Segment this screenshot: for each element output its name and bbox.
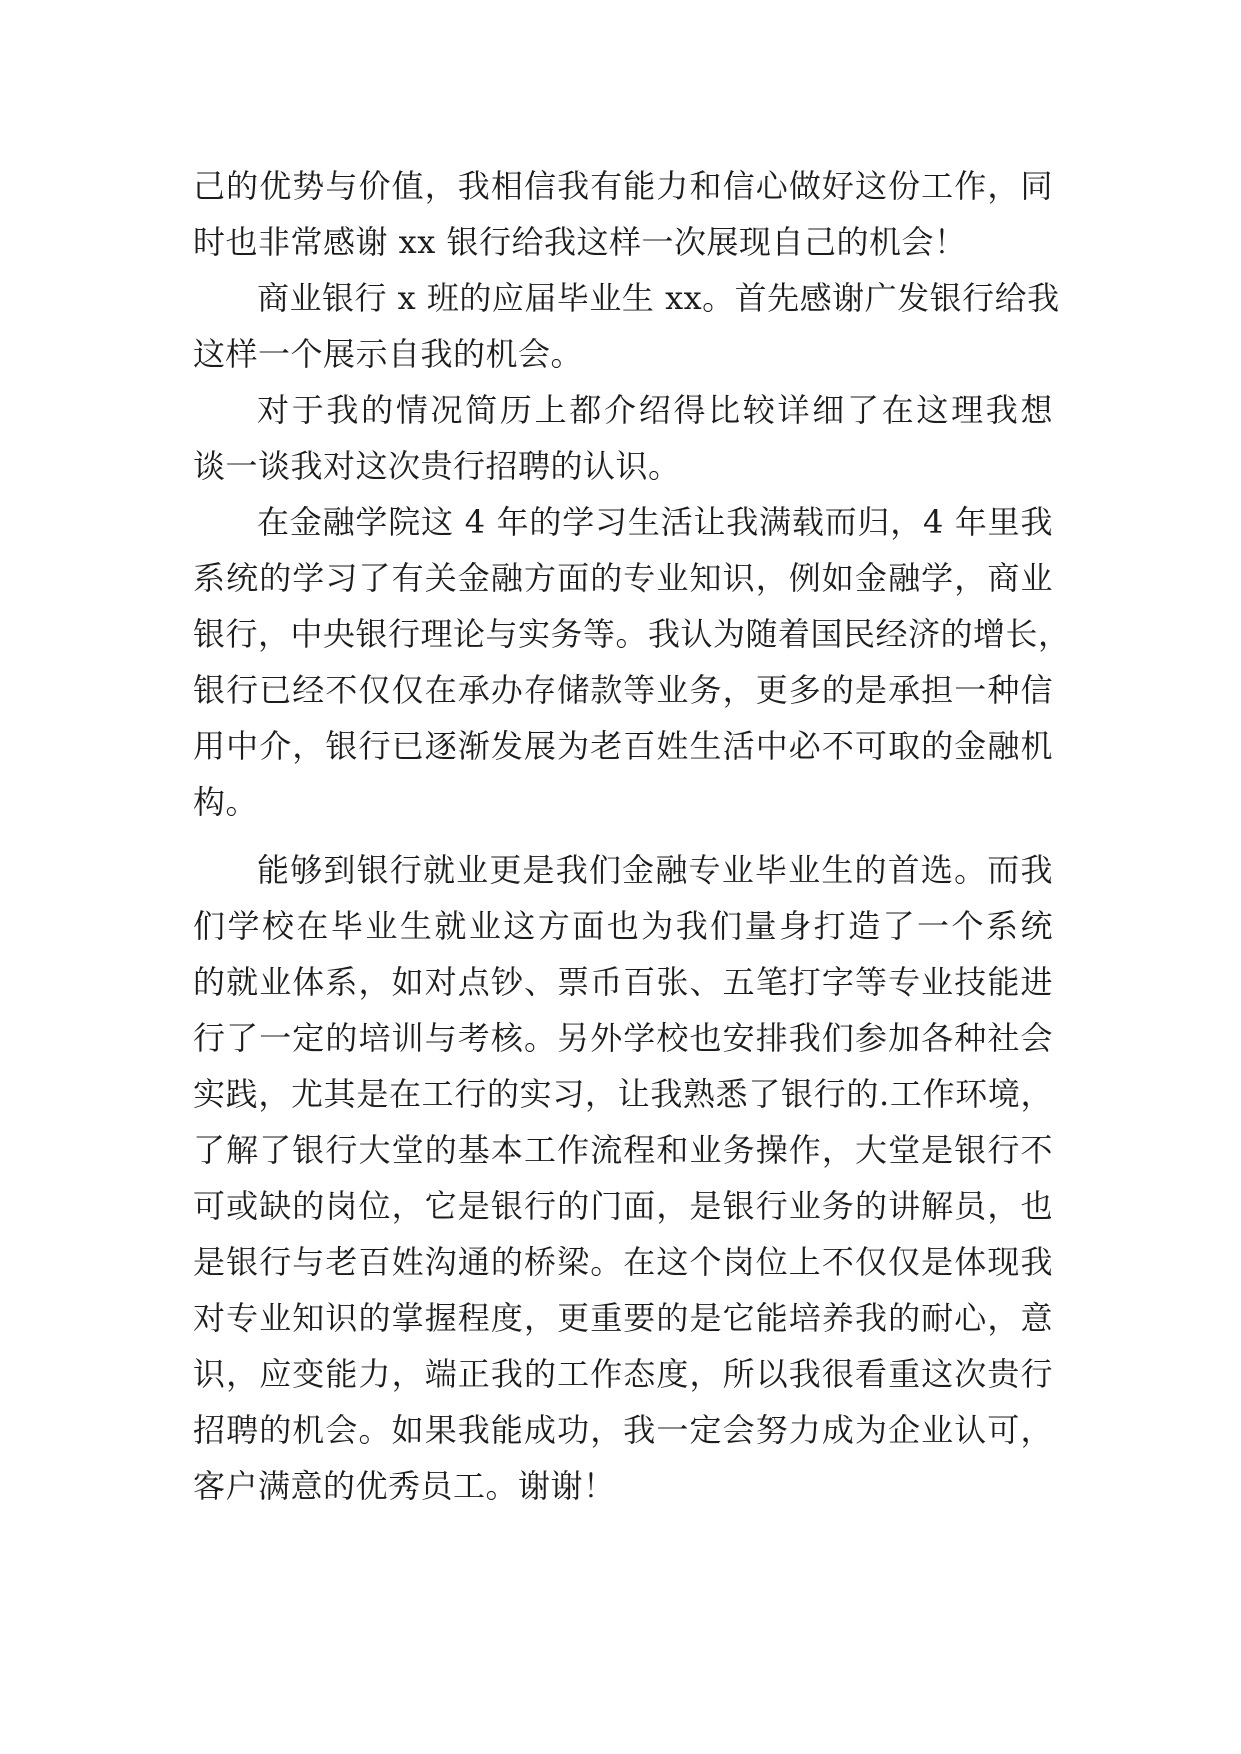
text-line: 了解了银行大堂的基本工作流程和业务操作，大堂是银行不 [193,1131,1053,1169]
text-line: 是银行与老百姓沟通的桥梁。在这个岗位上不仅仅是体现我 [193,1243,1053,1281]
text-line: 客户满意的优秀员工。谢谢！ [193,1467,616,1505]
text-line: 实践，尤其是在工行的实习，让我熟悉了银行的.工作环境， [193,1075,1053,1113]
paragraph-first-line: 商业银行 x 班的应届毕业生 xx。首先感谢广发银行给我 [257,279,1060,317]
paragraph-first-line: 在金融学院这 4 年的学习生活让我满载而归，4 年里我 [257,503,1053,541]
text-line: 银行，中央银行理论与实务等。我认为随着国民经济的增长， [193,615,1071,653]
text-line: 己的优势与价值，我相信我有能力和信心做好这份工作，同 [193,167,1053,205]
paragraph-first-line: 能够到银行就业更是我们金融专业毕业生的首选。而我 [257,851,1053,889]
text-line: 银行已经不仅仅在承办存储款等业务，更多的是承担一种信 [193,671,1053,709]
text-line: 系统的学习了有关金融方面的专业知识，例如金融学，商业 [193,559,1053,597]
text-line: 用中介，银行已逐渐发展为老百姓生活中必不可取的金融机 [193,727,1053,765]
text-line: 行了一定的培训与考核。另外学校也安排我们参加各种社会 [193,1019,1053,1057]
text-line: 构。 [193,783,259,821]
text-line: 这样一个展示自我的机会。 [193,335,584,373]
text-line: 招聘的机会。如果我能成功，我一定会努力成为企业认可， [193,1411,1053,1449]
text-line: 时也非常感谢 xx 银行给我这样一次展现自己的机会！ [193,223,967,261]
text-line: 谈一谈我对这次贵行招聘的认识。 [193,447,681,485]
text-line: 的就业体系，如对点钞、票币百张、五笔打字等专业技能进 [193,963,1053,1001]
paragraph-first-line: 对于我的情况简历上都介绍得比较详细了在这理我想 [257,391,1053,429]
text-line: 对专业知识的掌握程度，更重要的是它能培养我的耐心，意 [193,1299,1053,1337]
text-line: 们学校在毕业生就业这方面也为我们量身打造了一个系统 [193,907,1053,945]
text-line: 可或缺的岗位，它是银行的门面，是银行业务的讲解员，也 [193,1187,1053,1225]
text-line: 识，应变能力，端正我的工作态度，所以我很看重这次贵行 [193,1355,1053,1393]
